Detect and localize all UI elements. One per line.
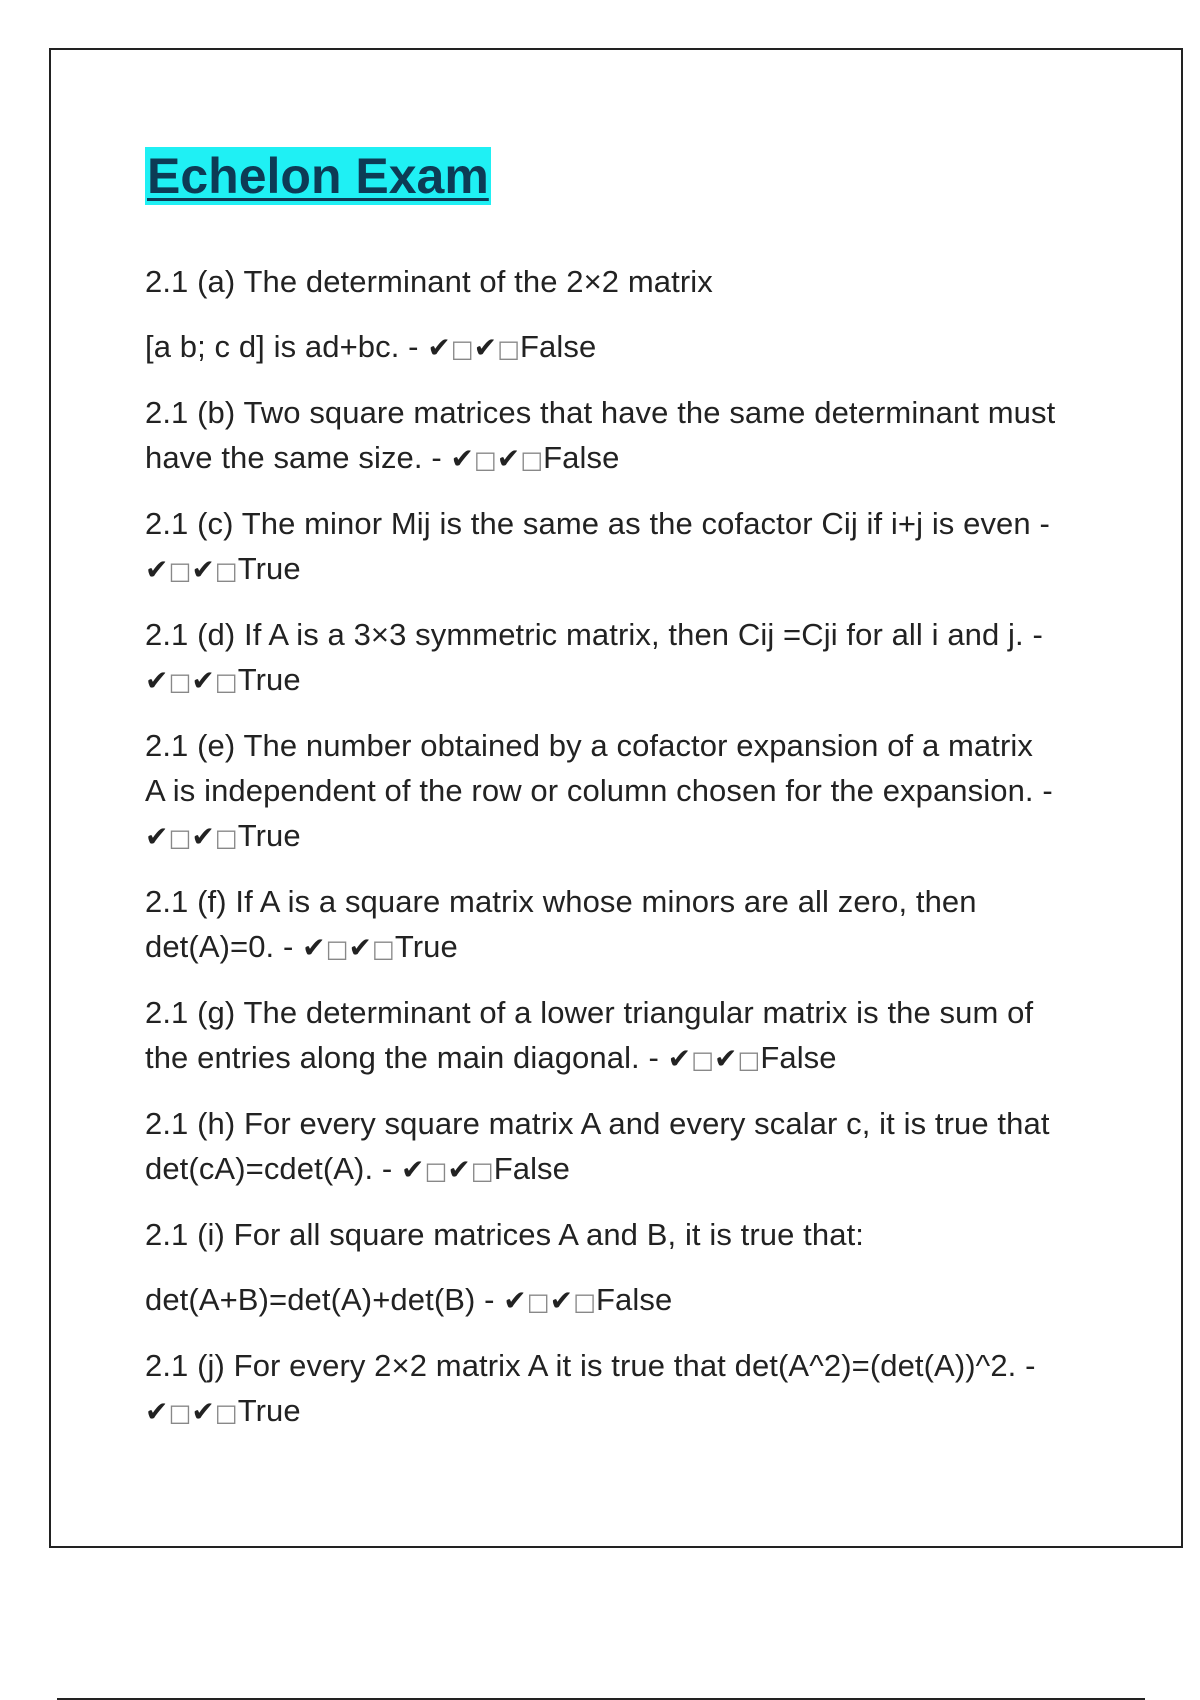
question-line: 2.1 (f) If A is a square matrix whose minors are all zero, then [145,884,977,919]
check-icon: ✔ [191,553,215,586]
box-icon: □ [573,1288,596,1316]
answer-label: True [237,662,301,697]
box-icon: □ [214,668,238,696]
box-icon: □ [470,1157,494,1185]
check-icon: ✔ [667,1042,692,1075]
question-line: 2.1 (j) For every 2×2 matrix A it is true that det(A^2)=(det(A))^2. - [145,1348,1036,1383]
exam-content [145,147,1105,1436]
box-icon: □ [168,1399,192,1427]
question-line [145,1388,1105,1436]
answer-label: False [543,440,620,475]
check-icon: ✔ [496,442,521,475]
question-line: 2.1 (e) The number obtained by a cofactor expansion of a matrix [145,728,1033,763]
box-icon: □ [168,668,192,696]
box-icon: □ [214,1399,238,1427]
question-line: det(A+B)=det(A)+det(B) - ✔□✔□False [145,1282,673,1317]
box-icon: □ [450,335,474,363]
answer-label: False [760,1040,837,1075]
check-icon: ✔ [191,820,215,853]
question-line [145,546,1105,594]
box-icon: □ [372,935,395,963]
answer-label: False [520,329,597,364]
question-line: [a b; c d] is ad+bc. - ✔□✔□False [145,329,597,364]
check-icon: ✔ [447,1153,471,1186]
check-icon: ✔ [401,1153,425,1186]
answer-label: False [595,1282,673,1317]
question-line [145,657,1105,705]
box-icon: □ [168,824,192,852]
check-icon: ✔ [191,1395,215,1428]
question-line: have the same size. - ✔□✔□False [145,440,620,475]
question-line: 2.1 (a) The determinant of the 2×2 matrix [145,264,713,299]
check-icon: ✔ [145,1395,169,1428]
answer-label: True [237,551,301,586]
answer-label: True [394,929,458,964]
check-icon: ✔ [473,331,498,364]
check-icon: ✔ [713,1042,738,1075]
answer-label: False [493,1151,570,1186]
box-icon: □ [691,1046,714,1074]
check-icon: ✔ [503,1284,527,1317]
box-icon: □ [520,446,544,474]
box-icon: □ [424,1157,448,1185]
box-icon: □ [214,824,238,852]
question-line: det(A)=0. - ✔□✔□True [145,929,458,964]
question-line: det(cA)=cdet(A). - ✔□✔□False [145,1151,570,1186]
box-icon: □ [497,335,520,363]
question-line: 2.1 (i) For all square matrices A and B, it is true that: [145,1217,865,1252]
check-icon: ✔ [348,931,373,964]
question-line: 2.1 (c) The minor Mij is the same as the cofactor Cij if i+j is even - [145,506,1050,541]
box-icon: □ [214,557,238,585]
box-icon: □ [168,557,192,585]
check-icon: ✔ [145,820,169,853]
question-line: 2.1 (h) For every square matrix A and every scalar c, it is true that [145,1106,1050,1141]
box-icon: □ [474,446,497,474]
check-icon: ✔ [145,553,169,586]
box-icon: □ [526,1288,550,1316]
question-line: A is independent of the row or column chosen for the expansion. - [145,773,1053,808]
answer-label: True [237,818,301,853]
question-line: the entries along the main diagonal. - ✔□✔□False [145,1040,837,1075]
check-icon: ✔ [427,331,451,364]
box-icon: □ [325,935,349,963]
check-icon: ✔ [302,931,326,964]
page-title: Echelon Exam [147,148,489,204]
box-icon: □ [737,1046,761,1074]
check-icon: ✔ [191,664,215,697]
check-icon: ✔ [145,664,169,697]
question-line: 2.1 (g) The determinant of a lower triangular matrix is the sum of [145,995,1034,1030]
answer-label: True [237,1393,301,1428]
check-icon: ✔ [450,442,475,475]
question-line: 2.1 (d) If A is a 3×3 symmetric matrix, then Cij =Cji for all i and j. - [145,617,1043,652]
check-icon: ✔ [549,1284,574,1317]
question-line [145,813,1105,861]
question-line: 2.1 (b) Two square matrices that have the same determinant must [145,395,1056,430]
